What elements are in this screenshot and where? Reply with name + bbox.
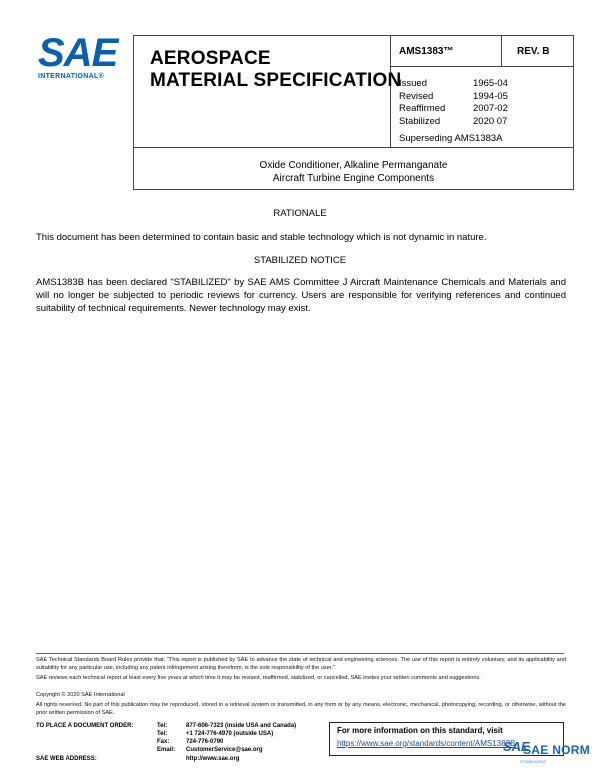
copyright-text: Copyright © 2020 SAE International <box>36 692 125 698</box>
review-text: SAE reviews each technical report at least every five years at which time it may be revised, reaffirmed, stabilized, or cancelled. SAE invites your written comments and suggestions. <box>36 675 481 681</box>
subject-line2: Aircraft Turbine Engine Components <box>272 173 435 184</box>
date-value-revised: 1994-05 <box>473 90 508 102</box>
subject-line1: Oxide Conditioner, Alkaline Permanganate <box>259 160 448 171</box>
date-value-issued: 1965-04 <box>473 78 508 89</box>
stabilized-heading: STABILIZED NOTICE <box>253 255 347 266</box>
date-label-stabilized: Stabilized <box>399 115 441 127</box>
stabilized-text: AMS1383B has been declared "STABILIZED" by SAE AMS Committee J Aircraft Maintenance Chemicals and Materials and will no longer be subjected to periodic reviews for currency. Users are responsible for verifying references and continued suitability of technical requirements. Newer technology may exist. <box>36 277 566 314</box>
date-label-revised: Revised <box>399 90 434 102</box>
contact-key: Tel: <box>157 731 168 737</box>
rationale-heading: RATIONALE <box>273 208 327 219</box>
contact-key: Fax: <box>157 739 170 745</box>
date-label-reaffirmed: Reaffirmed <box>399 103 446 114</box>
document-number: AMS1383™ <box>399 46 454 57</box>
logo-wordmark: SAE <box>38 31 118 75</box>
superseding-note: Superseding AMS1383A <box>399 133 503 144</box>
contact-website[interactable]: http://www.sae.org <box>186 756 240 762</box>
contact-phone-intl: +1 724-776-4970 (outside USA) <box>186 731 274 737</box>
rights-text: All rights reserved. No part of this publication may be reproduced, stored in a retrieval system or transmitted, in any form or by any means, electronic, mechanical, photocopying, recording, or otherwise, without the prior written permission of SAE. <box>36 702 566 716</box>
contact-key: Email: <box>157 747 176 753</box>
date-value-stabilized: 2020 07 <box>473 115 508 127</box>
sae-logo <box>38 31 124 80</box>
board-rules-text: SAE Technical Standards Board Rules provide that: "This report is published by SAE to advance the state of technical and engineering sciences. The use of this report is entirely voluntary, and its applicability and suitability for any particular use, including any patent infringement arising therefrom, is the sole responsibility of the user." <box>36 657 566 671</box>
date-label-issued: Issued <box>399 78 427 89</box>
spec-type-line2: MATERIAL SPECIFICATION <box>150 70 402 91</box>
order-label: TO PLACE A DOCUMENT ORDER: <box>36 723 134 729</box>
contact-email[interactable]: CustomerService@sae.org <box>186 747 263 753</box>
rationale-text: This document has been determined to contain basic and stable technology which is not dynamic in nature. <box>36 232 487 243</box>
watermark-tag: STANDARDS <box>520 759 547 764</box>
standard-link[interactable]: https://www.sae.org/standards/content/AMS1383B <box>337 739 516 748</box>
spec-type-line1: AEROSPACE <box>150 48 271 69</box>
contact-fax: 724-776-0790 <box>186 739 224 745</box>
web-address-label: SAE WEB ADDRESS: <box>36 756 97 762</box>
logo-subtext: INTERNATIONAL® <box>38 73 105 80</box>
revision-label: REV. B <box>517 46 550 57</box>
contact-phone-domestic: 877-606-7323 (inside USA and Canada) <box>186 723 297 729</box>
watermark-name: SAE NORM <box>523 743 591 757</box>
info-title: For more information on this standard, visit <box>337 726 503 735</box>
date-value-reaffirmed: 2007-02 <box>473 103 508 114</box>
footer-divider <box>36 653 564 654</box>
watermark-mark: SAE <box>503 739 530 754</box>
contact-key: Tel: <box>157 723 168 729</box>
